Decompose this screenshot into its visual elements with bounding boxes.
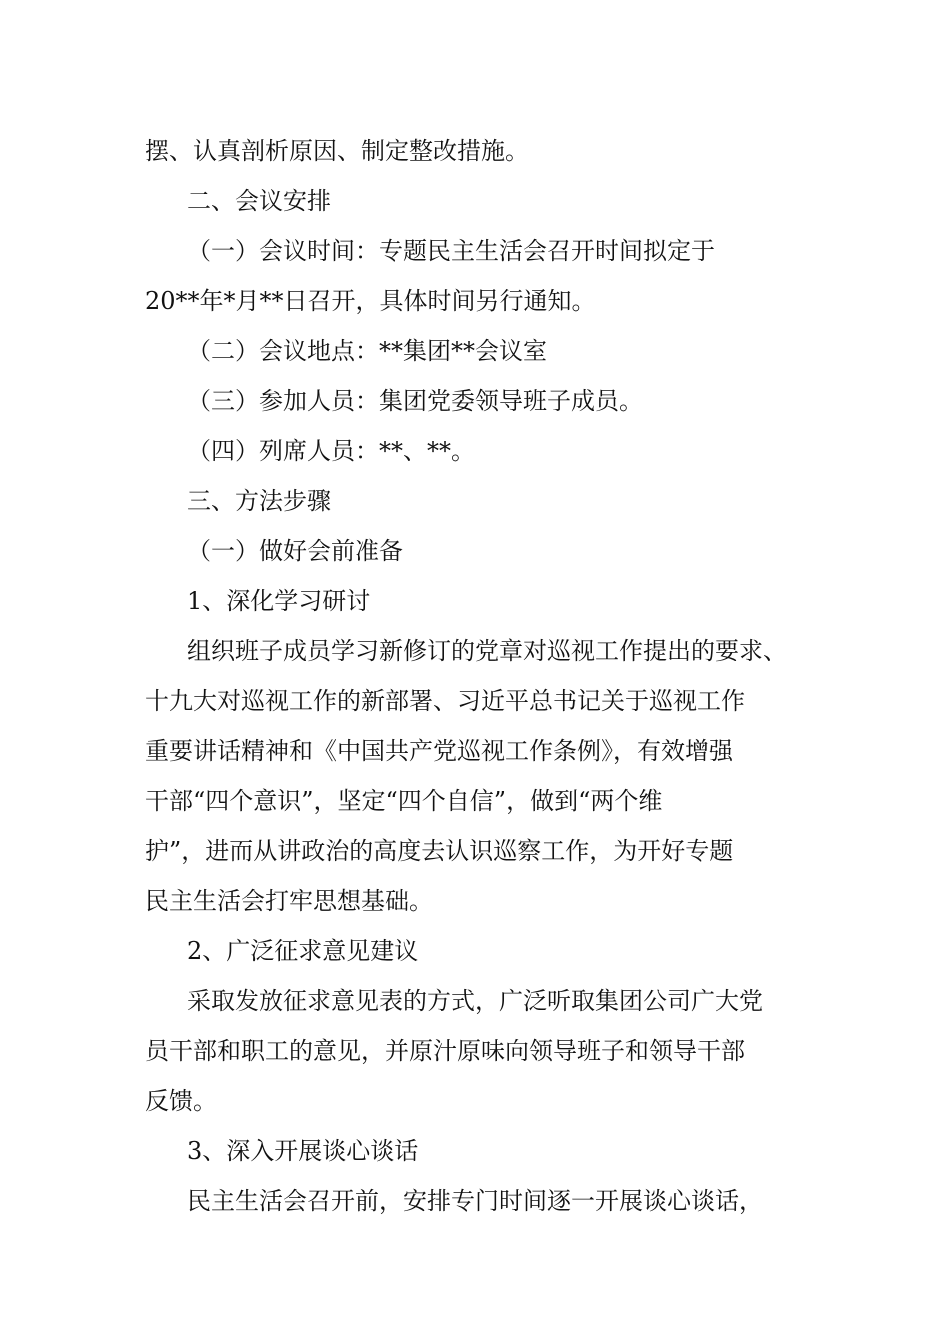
body-text-line: 20**年*月**日召开，具体时间另行通知。	[145, 287, 596, 315]
body-text-line: （一）会议时间：专题民主生活会召开时间拟定于	[187, 237, 715, 265]
body-text-line: 组织班子成员学习新修订的党章对巡视工作提出的要求、	[187, 637, 787, 665]
body-text-line: 民主生活会召开前，安排专门时间逐一开展谈心谈话，	[187, 1187, 763, 1215]
section-heading: 二、会议安排	[187, 187, 331, 215]
body-text-line: 护”，进而从讲政治的高度去认识巡察工作，为开好专题	[145, 837, 734, 865]
body-text-line: 重要讲话精神和《中国共产党巡视工作条例》，有效增强	[145, 737, 733, 765]
item-heading: 2、广泛征求意见建议	[187, 937, 419, 965]
body-text-line: 员干部和职工的意见，并原汁原味向领导班子和领导干部	[145, 1037, 745, 1065]
item-heading: 1、深化学习研讨	[187, 587, 371, 615]
subsection-heading: （一）做好会前准备	[187, 537, 403, 565]
body-text-line: 采取发放征求意见表的方式，广泛听取集团公司广大党	[187, 987, 763, 1015]
body-text-line: 反馈。	[145, 1087, 217, 1115]
body-text-line: 摆、认真剖析原因、制定整改措施。	[145, 137, 529, 165]
section-heading: 三、方法步骤	[187, 487, 331, 515]
body-text-line: 民主生活会打牢思想基础。	[145, 887, 433, 915]
body-text-line: （四）列席人员：**、**。	[187, 437, 475, 465]
body-text-line: 十九大对巡视工作的新部署、习近平总书记关于巡视工作	[145, 687, 745, 715]
body-text-line: 干部“四个意识”，坚定“四个自信”，做到“两个维	[145, 787, 663, 815]
body-text-line: （二）会议地点：**集团**会议室	[187, 337, 547, 365]
item-heading: 3、深入开展谈心谈话	[187, 1137, 419, 1165]
body-text-line: （三）参加人员：集团党委领导班子成员。	[187, 387, 643, 415]
